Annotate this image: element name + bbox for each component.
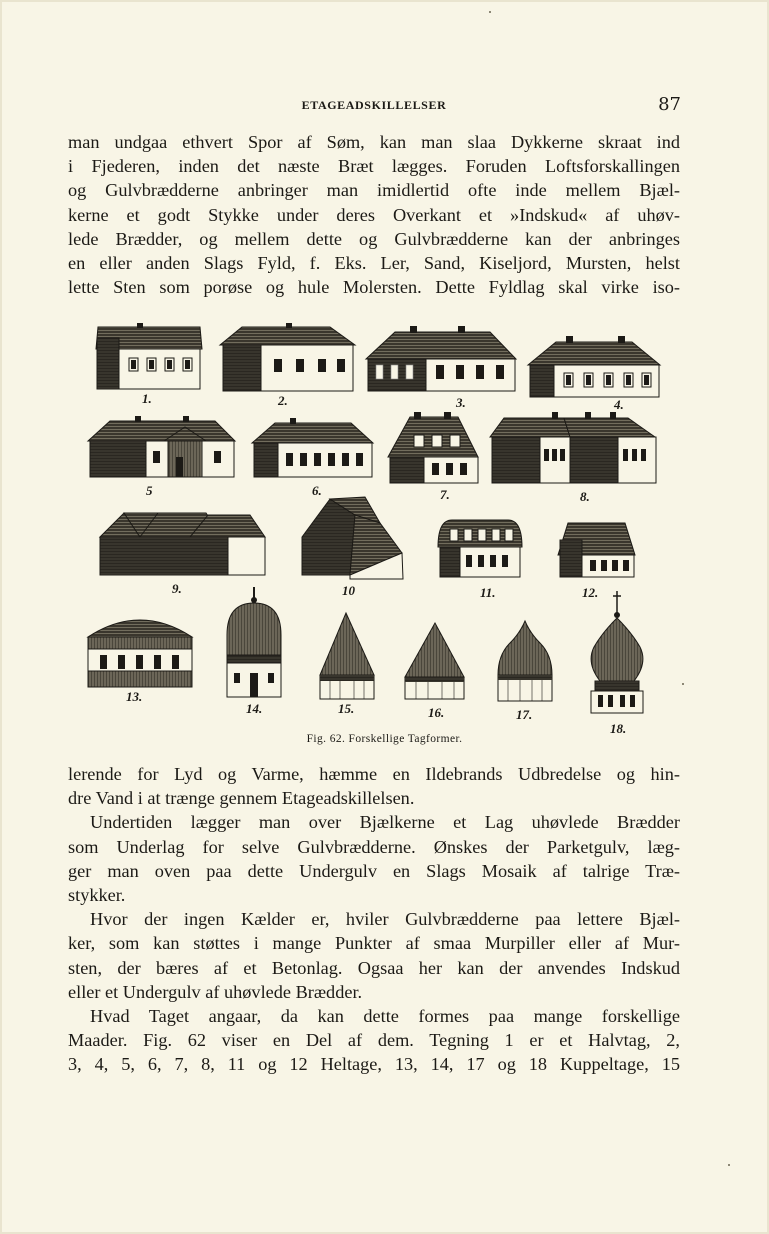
building-15-cone [320, 613, 374, 699]
text-line: lette Sten som porøse og hule Molersten. Dette Fyldlag skal virke iso- [68, 277, 680, 298]
figure-label-3: 3. [456, 395, 466, 410]
building-8 [490, 412, 656, 483]
text-line: kerne et godt Stykke under deres Overkant et »Indskud« af uhøv- [68, 204, 680, 225]
figure-label-1: 1. [142, 391, 152, 406]
text-line: lede Brædder, og mellem dette og Gulvbrædderne kan der anbringes [68, 228, 680, 249]
text-line: Undertiden lægger man over Bjælkerne et Lag uhøvlede Brædder [90, 812, 680, 833]
building-12 [558, 523, 635, 577]
figure-label-11: 11. [480, 585, 496, 600]
building-6 [252, 418, 373, 477]
figure-label-4: 4. [614, 397, 624, 412]
text-line: dre Vand i at trænge gennem Etageadskillelsen. [68, 788, 415, 809]
building-17-dome [498, 621, 552, 701]
building-16-cone [405, 623, 464, 699]
text-line: Hvad Taget angaar, da kan dette formes paa mange forskellige [90, 1006, 680, 1027]
paragraph-bottom [68, 762, 680, 1077]
building-1 [96, 323, 202, 389]
text-line: ger man oven paa dette Undergulv en Slags Mosaik af talrige Træ- [68, 860, 680, 881]
text-line: man undgaa ethvert Spor af Søm, kan man slaa Dykkerne skraat ind [68, 132, 680, 152]
text-line: Hvor der ingen Kælder er, hviler Gulvbrædderne paa lettere Bjæl- [90, 909, 680, 930]
figure-label-9: 9. [172, 581, 182, 596]
building-11 [438, 520, 522, 577]
text-line: Maader. Fig. 62 viser en Del af dem. Tegning 1 er et Halvtag, 2, [68, 1030, 680, 1051]
paper-speck [728, 1164, 730, 1166]
building-3 [366, 326, 516, 391]
text-line: som Underlag for selve Gulvbrædderne. Ønskes der Parketgulv, læg- [68, 836, 680, 857]
paper-speck [489, 11, 491, 13]
figure-label-10: 10 [342, 583, 355, 598]
text-line: ker, som kan støttes i mange Punkter af smaa Murpiller eller af Mur- [68, 933, 680, 954]
figure-label-7: 7. [440, 487, 450, 502]
page-header [67, 94, 681, 118]
building-5 [88, 416, 235, 477]
building-10 [302, 497, 403, 579]
paper-speck [682, 683, 684, 685]
figure-label-2: 2. [278, 393, 288, 408]
figure-label-13: 13. [126, 689, 143, 704]
text-line: stykker. [68, 885, 126, 906]
building-14-dome [227, 587, 281, 697]
text-line: sten, der bæres af et Betonlag. Ogsaa her kan der anvendes Indskud [68, 957, 680, 978]
figure-label-18: 18. [610, 721, 627, 736]
building-9 [100, 513, 265, 575]
running-head: ETAGEADSKILLELSER [301, 98, 447, 112]
figure-label-8: 8. [580, 489, 590, 504]
figure-label-17: 17. [516, 707, 533, 722]
text-line: i Fjederen, inden det næste Bræt lægges. Foruden Loftsforskallingen [68, 156, 680, 177]
building-7 [388, 412, 478, 483]
building-4 [528, 336, 660, 397]
building-18-onion-dome [591, 591, 643, 713]
text-line: en eller anden Slags Fyld, f. Eks. Ler, Sand, Kiseljord, Mursten, helst [68, 253, 680, 274]
page-number: 87 [658, 94, 681, 115]
text-line: og Gulvbrædderne anbringer man imidlertid ofte inde mellem Bjæl- [68, 180, 680, 201]
figure-label-16: 16. [428, 705, 445, 720]
paragraph-top [68, 130, 680, 299]
figure-label-12: 12. [582, 585, 599, 600]
building-13-dome [88, 620, 192, 687]
text-line: lerende for Lyd og Varme, hæmme en Ildebrands Udbredelse og hin- [68, 764, 680, 784]
figure-label-5: 5 [146, 483, 153, 498]
text-line: 3, 4, 5, 6, 7, 8, 11 og 12 Heltage, 13, 14, 17 og 18 Kuppeltage, 15 [68, 1054, 680, 1075]
figure-label-14: 14. [246, 701, 263, 716]
building-2 [220, 323, 355, 391]
figure-label-15: 15. [338, 701, 355, 716]
figure-caption: Fig. 62. Forskellige Tagformer. [306, 733, 463, 745]
text-line: eller et Undergulv af uhøvlede Brædder. [68, 981, 363, 1002]
figure-label-6: 6. [312, 483, 322, 498]
roof-forms-figure [80, 315, 680, 745]
